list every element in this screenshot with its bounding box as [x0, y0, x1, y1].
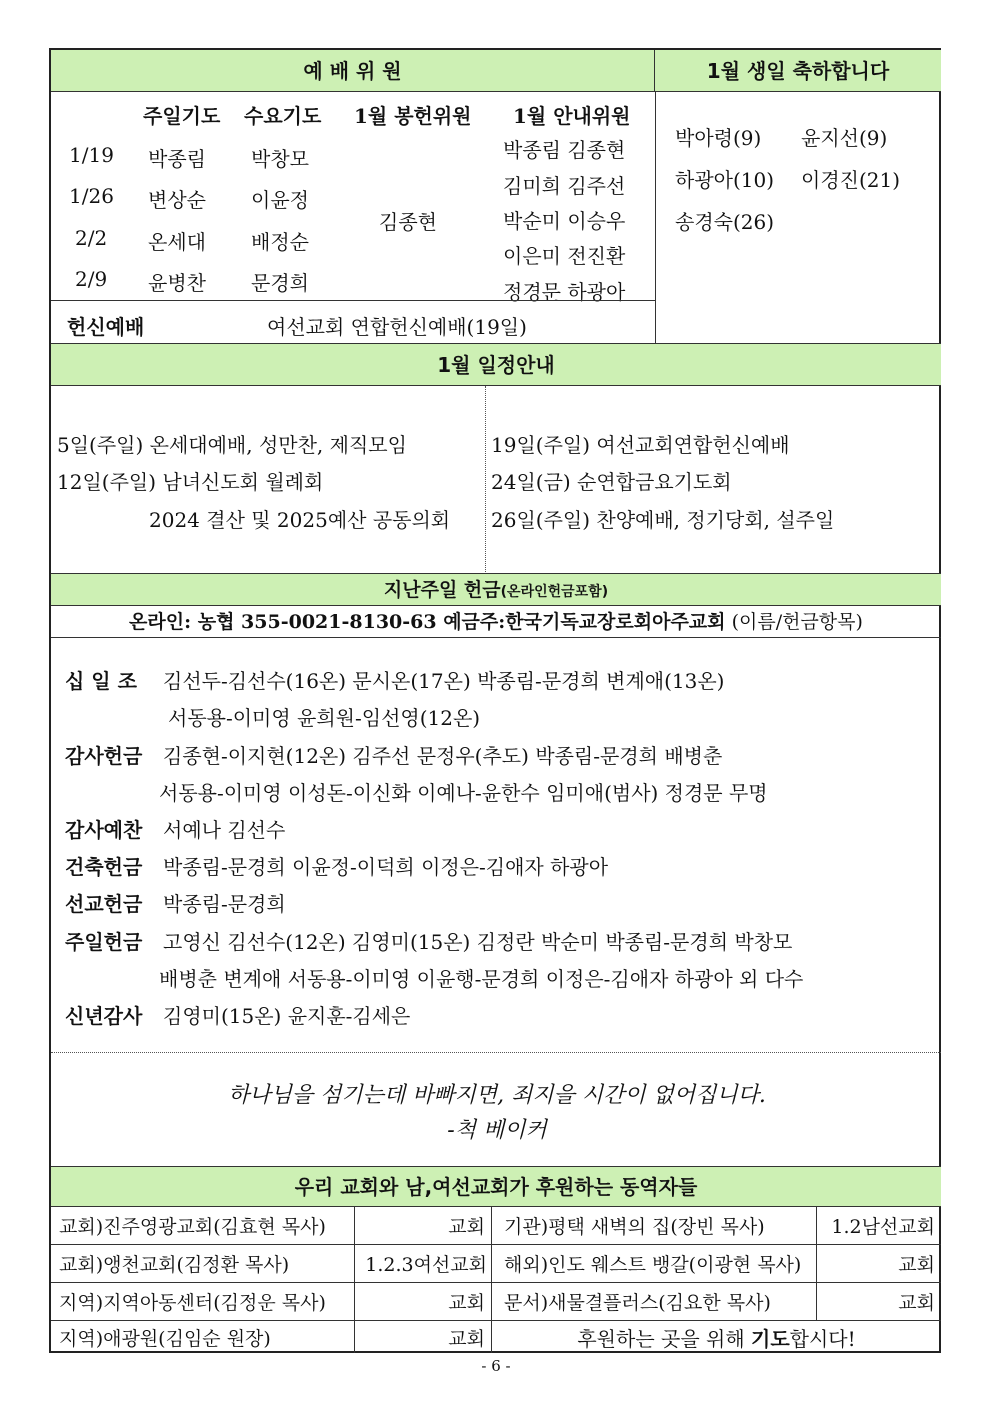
support-partner: 지역)지역아동센터(김정운 목사)	[51, 1283, 355, 1321]
col-offering-members: 1월 봉헌위원	[354, 104, 472, 128]
prayer-text-pre: 후원하는 곳을 위해	[577, 1326, 751, 1351]
guide-pair: 박순미 이승우	[503, 209, 626, 233]
support-partner: 문서)새물결플러스(김요한 목사)	[492, 1283, 817, 1321]
prayer-text-post: 합시다!	[789, 1326, 856, 1351]
support-sponsor: 교회	[355, 1321, 492, 1353]
birthday-title: 1월 생일 축하합니다	[706, 59, 890, 83]
offering-line: 서동용-이미영 윤희원-임선영(12온)	[168, 706, 481, 730]
offering-label: 감사헌금	[65, 744, 143, 768]
online-account: 온라인: 농협 355-0021-8130-63 예금주:한국기독교장로회아주교회	[129, 611, 726, 633]
dedication-text: 여선교회 연합헌신예배(19일)	[267, 315, 527, 339]
schedule-item: 12일(주일) 남녀신도회 월례회	[57, 470, 324, 494]
page-number: - 6 -	[481, 1357, 511, 1375]
bulletin-page	[49, 48, 941, 1353]
offering-title: 지난주일 헌금	[383, 579, 501, 601]
row-sunday: 온세대	[148, 230, 206, 254]
row-date: 1/19	[69, 143, 114, 167]
offering-label: 감사예찬	[65, 818, 143, 842]
offering-line: 고영신 김선수(12온) 김영미(15온) 김정란 박순미 박종림-문경희 박창모	[163, 930, 793, 954]
birthday-name: 이경진(21)	[801, 168, 901, 192]
offering-label: 주일헌금	[65, 930, 143, 954]
worship-title: 예 배 위 원	[303, 59, 402, 83]
offering-member: 김종현	[379, 210, 437, 234]
offering-title-note: (온라인헌금포함)	[500, 584, 609, 600]
offering-header	[51, 574, 941, 606]
worship-birthday-divider	[655, 92, 656, 344]
support-partner: 지역)애광원(김임순 원장)	[51, 1321, 355, 1353]
support-header	[51, 1167, 941, 1207]
col-wednesday-prayer: 수요기도	[244, 104, 322, 128]
offering-label: 건축헌금	[65, 855, 143, 879]
support-sponsor: 교회	[817, 1283, 941, 1321]
row-sunday: 박종림	[148, 147, 206, 171]
offering-line: 김영미(15온) 윤지훈-김세은	[163, 1004, 411, 1028]
birthday-name: 송경숙(26)	[675, 210, 775, 234]
schedule-item: 19일(주일) 여선교회연합헌신예배	[491, 433, 790, 457]
row-sunday: 변상순	[148, 188, 206, 212]
schedule-item: 24일(금) 순연합금요기도회	[491, 470, 732, 494]
row-wednesday: 배정순	[251, 230, 309, 254]
offering-label: 십 일 조	[65, 669, 137, 693]
support-title: 우리 교회와 남,여선교회가 후원하는 동역자들	[294, 1175, 698, 1199]
guide-pair: 정경문 하광아	[503, 280, 626, 304]
birthday-name: 윤지선(9)	[801, 126, 888, 150]
row-date: 2/2	[75, 226, 108, 250]
birthday-name: 하광아(10)	[675, 168, 775, 192]
guide-pair: 김미희 김주선	[503, 174, 626, 198]
quote-text: 하나님을 섬기는데 바빠지면, 죄지을 시간이 없어집니다.	[228, 1083, 766, 1108]
worship-header	[51, 50, 655, 92]
online-account-bar	[51, 606, 941, 638]
birthday-header	[655, 50, 941, 92]
dedication-divider	[51, 300, 655, 301]
col-sunday-prayer: 주일기도	[143, 104, 221, 128]
schedule-item: 5일(주일) 온세대예배, 성만찬, 제직모임	[57, 433, 407, 457]
row-date: 2/9	[75, 267, 108, 291]
schedule-title: 1월 일정안내	[437, 353, 555, 377]
quote-author: -척 베이커	[447, 1118, 547, 1143]
schedule-item: 2024 결산 및 2025예산 공동의회	[149, 508, 451, 532]
support-sponsor: 1.2.3여선교회	[355, 1245, 492, 1283]
offering-line: 박종림-문경희	[163, 892, 286, 916]
col-guide-members: 1월 안내위원	[513, 104, 631, 128]
support-partner: 교회)앵천교회(김정환 목사)	[51, 1245, 355, 1283]
support-sponsor: 교회	[355, 1207, 492, 1245]
schedule-item: 26일(주일) 찬양예배, 정기당회, 설주일	[491, 508, 835, 532]
online-account-note: (이름/헌금항목)	[731, 611, 863, 633]
support-sponsor: 1.2남선교회	[817, 1207, 941, 1245]
row-wednesday: 문경희	[251, 271, 309, 295]
offering-label: 선교헌금	[65, 892, 143, 916]
row-date: 1/26	[69, 184, 114, 208]
guide-pair: 이은미 전진환	[503, 244, 626, 268]
quote-divider	[51, 1052, 941, 1053]
offering-line: 김종현-이지현(12온) 김주선 문정우(추도) 박종림-문경희 배병춘	[163, 744, 723, 768]
offering-line: 배병춘 변계애 서동용-이미영 이윤행-문경희 이정은-김애자 하광아 외 다수	[159, 967, 804, 991]
offering-line: 박종림-문경희 이윤정-이덕희 이정은-김애자 하광아	[163, 855, 609, 879]
offering-label: 신년감사	[65, 1004, 143, 1028]
schedule-header	[51, 344, 941, 386]
support-partner: 기관)평택 새벽의 집(장빈 목사)	[492, 1207, 817, 1245]
row-wednesday: 이윤정	[251, 188, 309, 212]
offering-line: 김선두-김선수(16온) 문시온(17온) 박종림-문경희 변계애(13온)	[163, 669, 725, 693]
support-partner: 해외)인도 웨스트 뱅갈(이광현 목사)	[492, 1245, 817, 1283]
row-wednesday: 박창모	[251, 147, 309, 171]
dedication-label: 헌신예배	[67, 315, 145, 339]
offering-line: 서예나 김선수	[163, 818, 286, 842]
guide-pair: 박종림 김종현	[503, 138, 626, 162]
prayer-text-bold: 기도	[751, 1326, 790, 1351]
row-sunday: 윤병찬	[148, 271, 206, 295]
birthday-name: 박아령(9)	[675, 126, 762, 150]
support-sponsor: 교회	[355, 1283, 492, 1321]
schedule-column-divider	[485, 386, 486, 574]
prayer-call	[492, 1321, 941, 1353]
support-sponsor: 교회	[817, 1245, 941, 1283]
offering-line: 서동용-이미영 이성돈-이신화 이예나-윤한수 임미애(범사) 정경문 무명	[159, 781, 768, 805]
support-partner: 교회)진주영광교회(김효현 목사)	[51, 1207, 355, 1245]
